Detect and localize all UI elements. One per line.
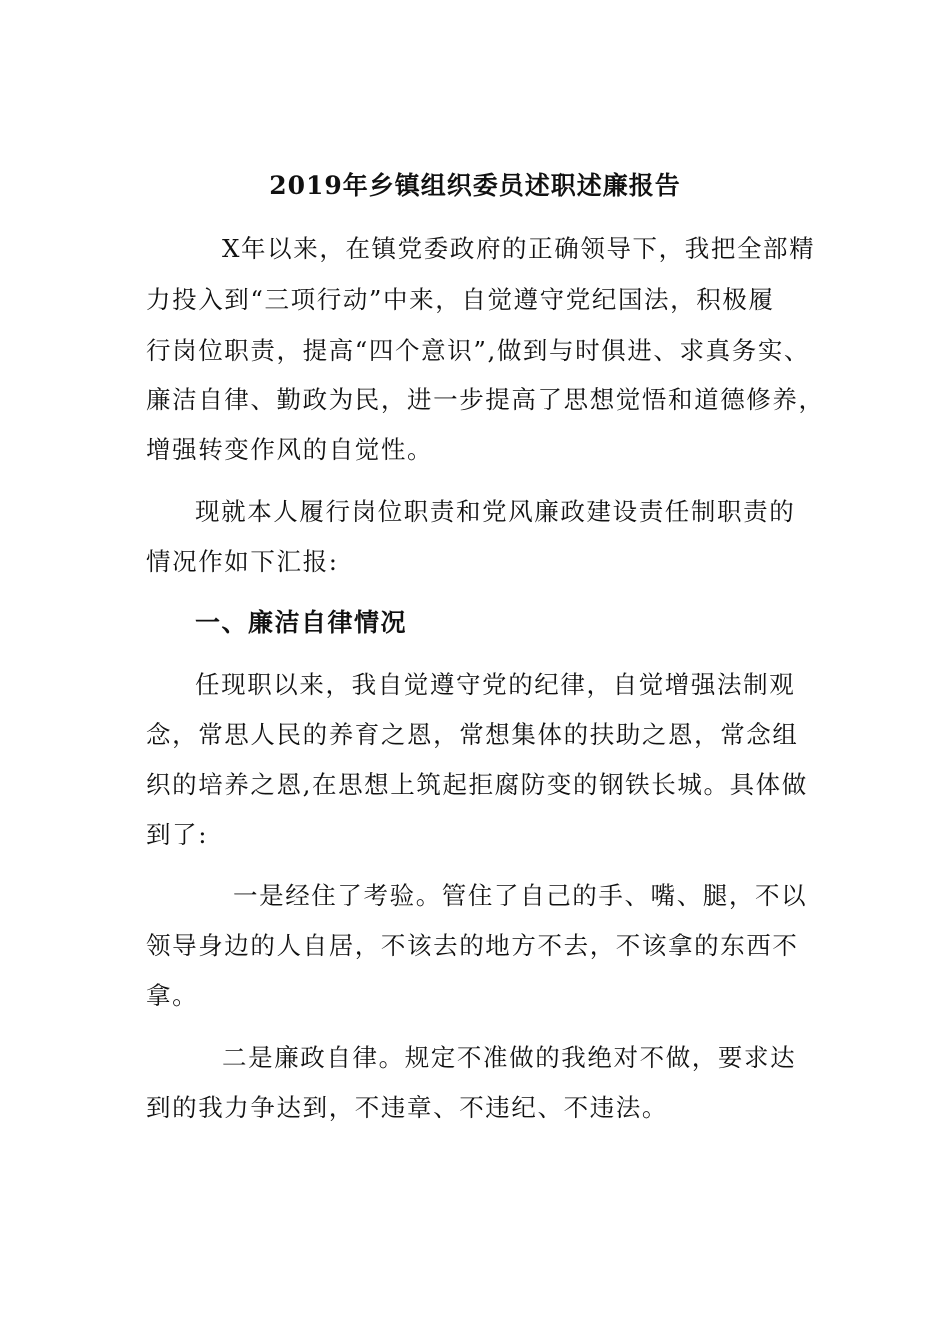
paragraph-1-line-1: X年以来，在镇党委政府的正确领导下，我把全部精 — [222, 234, 816, 263]
paragraph-3-line-3: 织的培养之恩,在思想上筑起拒腐防变的钢铁长城。具体做 — [146, 770, 808, 799]
section-1-heading: 一、廉洁自律情况 — [195, 608, 408, 637]
paragraph-3-line-1: 任现职以来，我自觉遵守党的纪律，自觉增强法制观 — [195, 670, 796, 699]
paragraph-4-line-2: 领导身边的人自居，不该去的地方不去，不该拿的东西不 — [146, 931, 799, 960]
paragraph-3-line-2: 念，常思人民的养育之恩，常想集体的扶助之恩，常念组 — [146, 720, 799, 749]
paragraph-3-line-4: 到了: — [146, 820, 209, 849]
paragraph-1-line-4: 廉洁自律、勤政为民，进一步提高了思想觉悟和道德修养， — [146, 385, 825, 414]
paragraph-2-line-2: 情况作如下汇报: — [146, 547, 339, 576]
paragraph-1-line-3: 行岗位职责，提高“四个意识”,做到与时俱进、求真务实、 — [146, 336, 811, 365]
paragraph-1-line-5: 增强转变作风的自觉性。 — [146, 435, 434, 464]
paragraph-1-line-2: 力投入到“三项行动”中来，自觉遵守党纪国法，积极履 — [146, 285, 775, 314]
paragraph-5-line-2: 到的我力争达到，不违章、不违纪、不违法。 — [146, 1093, 668, 1122]
paragraph-4-line-1: 一是经住了考验。管住了自己的手、嘴、腿，不以 — [233, 881, 808, 910]
paragraph-4-line-3: 拿。 — [146, 981, 199, 1010]
document-title: 2019年乡镇组织委员述职述廉报告 — [269, 171, 681, 200]
paragraph-2-line-1: 现就本人履行岗位职责和党风廉政建设责任制职责的 — [195, 497, 796, 526]
paragraph-5-line-1: 二是廉政自律。规定不准做的我绝对不做，要求达 — [222, 1043, 797, 1072]
